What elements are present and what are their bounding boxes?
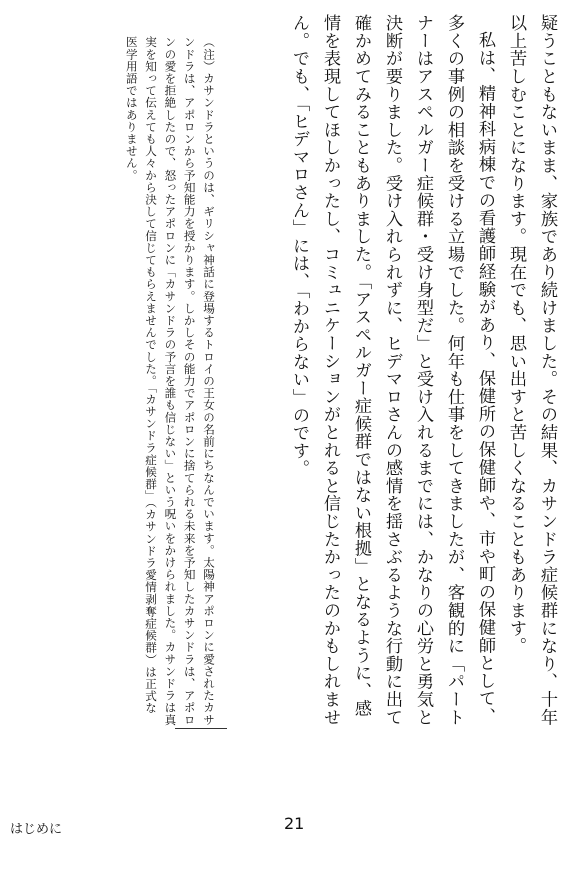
running-footer-section: はじめに — [10, 822, 63, 837]
main-body-text — [222, 14, 562, 734]
footnote-divider — [175, 728, 227, 729]
footnote-text: カサンドラというのは、ギリシャ神話に登場するトロイの王女の名前にちなんでいます。太陽神アポロンに愛されたカサンドラは、アポロンから予知能力を授かります。しかしその能力でアポロンに捨てられる未来を予知したカサンドラは、アポロンの愛を拒絶したので、怒ったアポロンに「カサンドラの予言を誰も信じない」という呪いをかけられました。カサンドラは真実を知って伝えても人々から決して信じてもらえませんでした。「カサンドラ症候群」（カサンドラ愛情剥奪症候群）は正式な医学用語ではありません。 — [124, 36, 216, 726]
body-paragraph-1: 疑うこともないまま、家族であり続けました。その結果、カサンドラ症候群になり、十年以上苦しむことになります。現在でも、思い出すと苦しくなることもあります。 — [506, 14, 557, 726]
page-number: 21 — [284, 814, 305, 833]
footnote-marker: （注） — [202, 36, 216, 73]
body-paragraph-2: 私は、精神科病棟での看護師経験があり、保健所の保健師や、市や町の保健師として、多くの事例の相談を受ける立場でした。何年も仕事をしてきましたが、客観的に「パートナーはアスペルガー症候群・受け身型だ」と受け入れるまでには、かなりの心労と勇気と決断が要りました。受け入れられずに、ヒデマロさんの感情を揺さぶるような行動に出て確かめてみることもありました。「アスペルガー症候群ではない根拠」となるように、感情を表現してほしかったし、コミュニケーションがとれると信じたかったのかもしれません。でも、「ヒデマロさん」には、「わからない」のです。 — [289, 14, 495, 726]
footnote — [38, 36, 218, 726]
